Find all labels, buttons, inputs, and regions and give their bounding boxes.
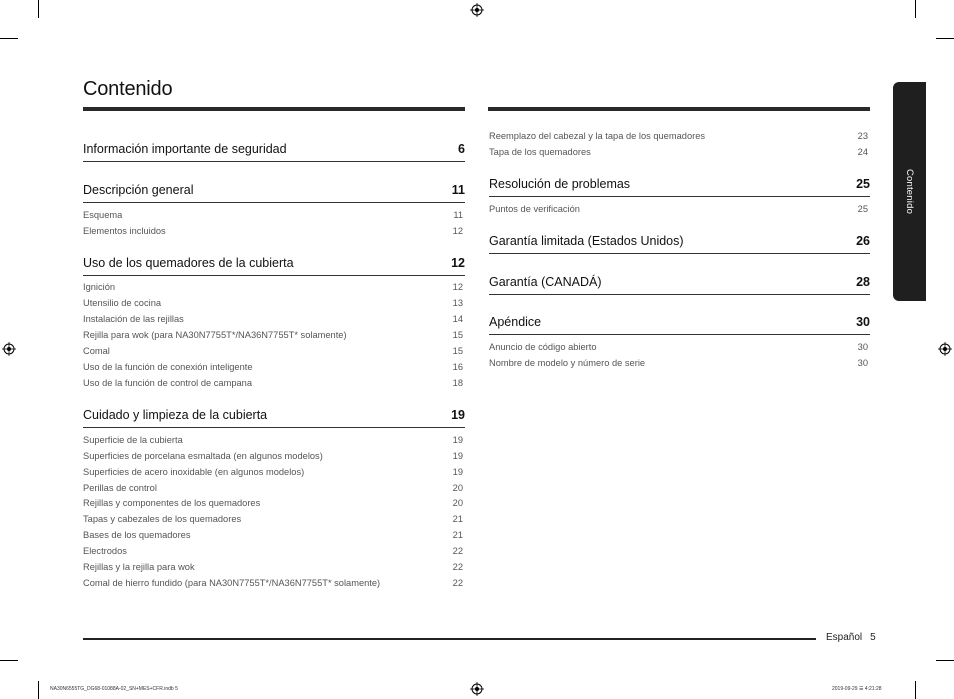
toc-section-page: 19 — [451, 408, 465, 422]
toc-entry-label: Reemplazo del cabezal y la tapa de los quemadores — [489, 131, 706, 141]
toc-section-title: Información importante de seguridad — [83, 142, 287, 156]
toc-entry-label: Bases de los quemadores — [83, 530, 191, 540]
toc-entry-page: 22 — [452, 562, 463, 572]
toc-entry-label: Esquema — [83, 210, 123, 220]
toc-entry[interactable] — [83, 313, 463, 325]
toc-entry-label: Electrodos — [83, 546, 127, 556]
toc-section-title: Resolución de problemas — [489, 177, 631, 191]
toc-entry-page: 25 — [857, 204, 868, 214]
toc-entry[interactable] — [83, 513, 463, 525]
toc-entry-label: Uso de la función de conexión inteligente — [83, 362, 253, 372]
toc-entry[interactable] — [83, 497, 463, 509]
toc-entry[interactable] — [489, 146, 868, 158]
print-slug-left: NA30N6555TG_DG68-01088A-02_SN+MES+CFR.indb 5 — [50, 686, 178, 692]
toc-entry-page: 21 — [452, 514, 463, 524]
toc-entry[interactable] — [83, 345, 463, 357]
toc-section-title: Garantía (CANADÁ) — [489, 275, 602, 289]
crop-mark — [936, 38, 954, 39]
title-rule-right — [488, 107, 870, 111]
toc-entry[interactable] — [83, 329, 463, 341]
toc-section-title: Garantía limitada (Estados Unidos) — [489, 234, 684, 248]
toc-entry-label: Comal — [83, 346, 110, 356]
toc-section-heading[interactable] — [83, 142, 465, 162]
toc-section-page: 6 — [458, 142, 465, 156]
toc-entry-page: 14 — [452, 314, 463, 324]
toc-entry-page: 15 — [452, 346, 463, 356]
crop-mark — [936, 660, 954, 661]
toc-entry-label: Rejilla para wok (para NA30N7755T*/NA36N7755T* solamente) — [83, 330, 347, 340]
toc-entry-label: Superficie de la cubierta — [83, 435, 183, 445]
toc-entry[interactable] — [83, 281, 463, 293]
registration-mark-icon — [938, 342, 952, 356]
footer-language: Español — [826, 632, 863, 643]
toc-entry-page: 13 — [452, 298, 463, 308]
toc-entry-page: 22 — [452, 578, 463, 588]
toc-entry[interactable] — [83, 545, 463, 557]
crop-mark — [0, 660, 18, 661]
toc-entry-page: 11 — [453, 210, 463, 220]
toc-section-page: 11 — [451, 183, 465, 197]
toc-entry-page: 20 — [452, 498, 463, 508]
crop-mark — [915, 0, 916, 18]
toc-entry-label: Superficies de acero inoxidable (en algunos modelos) — [83, 467, 305, 477]
toc-entry[interactable] — [83, 482, 463, 494]
toc-section-title: Cuidado y limpieza de la cubierta — [83, 408, 268, 422]
toc-entry-page: 20 — [452, 483, 463, 493]
toc-section-title: Uso de los quemadores de la cubierta — [83, 256, 294, 270]
toc-entry-page: 24 — [857, 147, 868, 157]
toc-entry-label: Comal de hierro fundido (para NA30N7755T*/NA36N7755T* solamente) — [83, 578, 381, 588]
toc-entry-label: Ignición — [83, 282, 116, 292]
toc-entry[interactable] — [83, 297, 463, 309]
registration-mark-icon — [2, 342, 16, 356]
toc-section-title: Apéndice — [489, 315, 542, 329]
toc-entry-page: 30 — [857, 342, 868, 352]
crop-mark — [915, 681, 916, 699]
toc-section-heading[interactable] — [83, 183, 465, 203]
toc-entry[interactable] — [83, 561, 463, 573]
title-rule-left — [83, 107, 465, 111]
toc-entry-page: 18 — [452, 378, 463, 388]
toc-entry-label: Anuncio de código abierto — [489, 342, 597, 352]
toc-entry-page: 15 — [452, 330, 463, 340]
toc-entry-label: Elementos incluidos — [83, 226, 166, 236]
print-slug-right: 2019-09-29 ☰ 4:21:28 — [832, 686, 882, 692]
side-tab-label: Contenido — [904, 168, 915, 215]
toc-entry-page: 23 — [857, 131, 868, 141]
toc-entry-page: 21 — [452, 530, 463, 540]
toc-entry-label: Puntos de verificación — [489, 204, 580, 214]
toc-section-page: 30 — [856, 315, 870, 329]
toc-section-page: 25 — [856, 177, 870, 191]
toc-entry-label: Instalación de las rejillas — [83, 314, 184, 324]
toc-entry-page: 19 — [452, 435, 463, 445]
page-number: 5 — [870, 632, 876, 643]
page-title: Contenido — [83, 78, 173, 100]
toc-section-heading[interactable] — [489, 275, 870, 295]
toc-section-heading[interactable] — [489, 177, 870, 197]
toc-entry-page: 22 — [452, 546, 463, 556]
registration-mark-icon — [470, 3, 484, 17]
crop-mark — [38, 681, 39, 699]
toc-entry-page: 30 — [857, 358, 868, 368]
toc-entry[interactable] — [83, 209, 463, 221]
toc-entry-page: 19 — [452, 467, 463, 477]
toc-entry-page: 19 — [452, 451, 463, 461]
toc-entry[interactable] — [489, 341, 868, 353]
toc-entry[interactable] — [83, 466, 463, 478]
toc-section-page: 12 — [451, 256, 465, 270]
toc-entry-page: 12 — [452, 226, 463, 236]
toc-section-heading[interactable] — [83, 256, 465, 276]
toc-entry[interactable] — [83, 450, 463, 462]
toc-entry-label: Nombre de modelo y número de serie — [489, 358, 646, 368]
toc-entry[interactable] — [83, 529, 463, 541]
toc-section-heading[interactable] — [83, 408, 465, 428]
toc-entry[interactable] — [83, 434, 463, 446]
chapter-side-tab[interactable] — [893, 82, 926, 301]
toc-entry-label: Superficies de porcelana esmaltada (en algunos modelos) — [83, 451, 323, 461]
toc-entry-page: 16 — [452, 362, 463, 372]
toc-entry-label: Rejillas y componentes de los quemadores — [83, 498, 261, 508]
toc-entry-label: Tapas y cabezales de los quemadores — [83, 514, 242, 524]
toc-section-page: 28 — [856, 275, 870, 289]
toc-entry[interactable] — [489, 130, 868, 142]
toc-entry-page: 12 — [452, 282, 463, 292]
crop-mark — [38, 0, 39, 18]
toc-entry[interactable] — [489, 357, 868, 369]
toc-section-heading[interactable] — [489, 315, 870, 335]
toc-section-title: Descripción general — [83, 183, 194, 197]
toc-section-heading[interactable] — [489, 234, 870, 254]
registration-mark-icon — [470, 682, 484, 696]
toc-entry-label: Tapa de los quemadores — [489, 147, 591, 157]
toc-entry[interactable] — [83, 225, 463, 237]
crop-mark — [0, 38, 18, 39]
footer — [826, 632, 876, 643]
toc-entry[interactable] — [83, 577, 463, 589]
toc-entry-label: Perillas de control — [83, 483, 157, 493]
toc-section-page: 26 — [856, 234, 870, 248]
toc-entry-label: Utensilio de cocina — [83, 298, 162, 308]
footer-rule — [83, 638, 816, 640]
toc-entry[interactable] — [83, 361, 463, 373]
toc-entry[interactable] — [489, 203, 868, 215]
toc-entry-label: Uso de la función de control de campana — [83, 378, 253, 388]
toc-entry[interactable] — [83, 377, 463, 389]
toc-entry-label: Rejillas y la rejilla para wok — [83, 562, 195, 572]
